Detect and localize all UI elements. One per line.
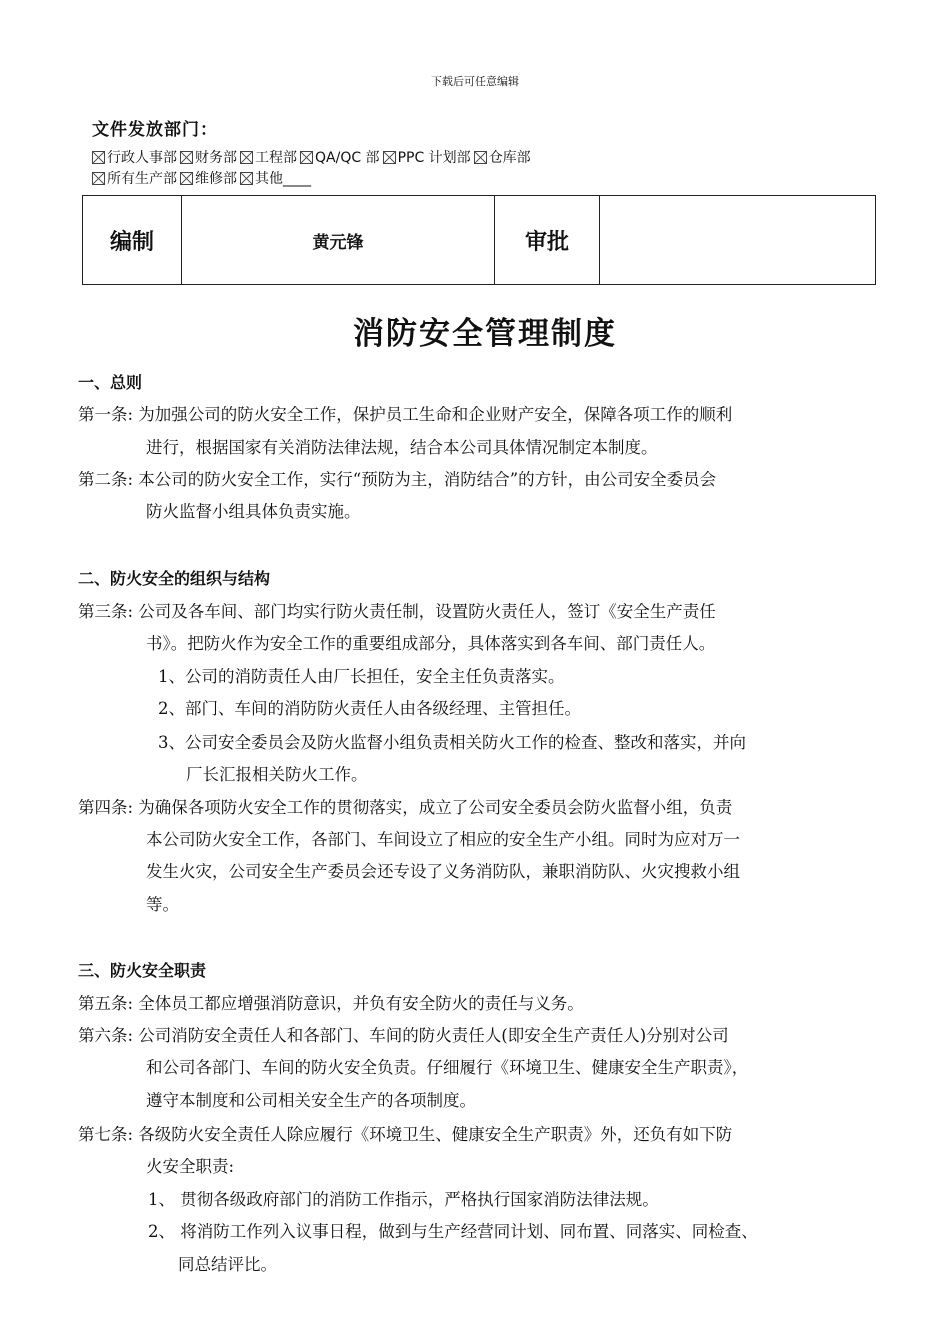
article-line: 防火监督小组具体负责实施。 bbox=[146, 502, 361, 521]
distribution-title: 文件发放部门： bbox=[92, 120, 218, 140]
dept-checkbox-maintenance[interactable]: 维修部 bbox=[180, 168, 237, 188]
article-line: 本公司防火安全工作，各部门、车间设立了相应的安全生产小组。同时为应对万一 bbox=[146, 830, 740, 849]
signoff-table bbox=[82, 195, 876, 285]
article-line: 第二条: 本公司的防火安全工作，实行“预防为主，消防结合”的方针，由公司安全委员会 bbox=[78, 470, 717, 489]
article-line: 第四条: 为确保各项防火安全工作的贯彻落实，成立了公司安全委员会防火监督小组，负责 bbox=[78, 798, 733, 817]
checked-box-icon bbox=[92, 151, 105, 164]
checked-box-icon bbox=[240, 172, 253, 185]
article-line: 进行，根据国家有关消防法律法规，结合本公司具体情况制定本制度。 bbox=[146, 438, 658, 457]
article-line: 2、 将消防工作列入议事日程，做到与生产经营同计划、同布置、同落实、同检查、 bbox=[148, 1222, 758, 1241]
dept-checkbox-warehouse[interactable]: 仓库部 bbox=[474, 147, 531, 167]
article-line: 1、公司的消防责任人由厂长担任，安全主任负责落实。 bbox=[158, 667, 565, 686]
document-title: 消防安全管理制度 bbox=[353, 316, 617, 352]
article-line: 等。 bbox=[146, 895, 179, 914]
dept-checkbox-production[interactable]: 所有生产部 bbox=[92, 168, 177, 188]
prepared-label: 编制 bbox=[83, 196, 182, 285]
checked-box-icon bbox=[383, 151, 396, 164]
article-line: 同总结评比。 bbox=[178, 1255, 277, 1274]
article-line: 遵守本制度和公司相关安全生产的各项制度。 bbox=[146, 1091, 476, 1110]
dept-checkbox-engineering[interactable]: 工程部 bbox=[240, 147, 297, 167]
checked-box-icon bbox=[240, 151, 253, 164]
article-line: 书》。把防火作为安全工作的重要组成部分，具体落实到各车间、部门责任人。 bbox=[146, 634, 716, 653]
article-line: 厂长汇报相关防火工作。 bbox=[186, 765, 368, 784]
article-line: 火安全职责: bbox=[146, 1157, 235, 1176]
section-heading-general: 一、总则 bbox=[78, 373, 143, 392]
article-line: 第五条: 全体员工都应增强消防意识，并负有安全防火的责任与义务。 bbox=[78, 994, 584, 1013]
page-header-note: 下载后可任意编辑 bbox=[431, 75, 519, 88]
checked-box-icon bbox=[180, 172, 193, 185]
article-line: 第七条: 各级防火安全责任人除应履行《环境卫生、健康安全生产职责》外，还负有如下防 bbox=[78, 1125, 733, 1144]
article-line: 1、 贯彻各级政府部门的消防工作指示，严格执行国家消防法律法规。 bbox=[148, 1190, 659, 1209]
section-heading-organization: 二、防火安全的组织与结构 bbox=[78, 569, 271, 588]
article-line: 发生火灾，公司安全生产委员会还专设了义务消防队，兼职消防队、火灾搜救小组 bbox=[146, 862, 740, 881]
approved-by bbox=[600, 196, 876, 285]
article-line: 第三条: 公司及各车间、部门均实行防火责任制，设置防火责任人，签订《安全生产责任 bbox=[78, 602, 716, 621]
approved-label: 审批 bbox=[495, 196, 600, 285]
checked-box-icon bbox=[474, 151, 487, 164]
checked-box-icon bbox=[300, 151, 313, 164]
dept-checkbox-other[interactable]: 其他____ bbox=[240, 168, 311, 188]
article-line: 第一条: 为加强公司的防火安全工作，保护员工生命和企业财产安全，保障各项工作的顺利 bbox=[78, 405, 733, 424]
dept-checkbox-ppc[interactable]: PPC 计划部 bbox=[383, 147, 471, 167]
article-line: 和公司各部门、车间的防火安全负责。仔细履行《环境卫生、健康安全生产职责》， bbox=[146, 1058, 749, 1077]
dept-checkbox-qa-qc[interactable]: QA/QC 部 bbox=[300, 147, 380, 167]
article-line: 3、公司安全委员会及防火监督小组负责相关防火工作的检查、整改和落实，并向 bbox=[158, 733, 746, 752]
dept-checkbox-finance[interactable]: 财务部 bbox=[180, 147, 237, 167]
section-heading-duties: 三、防火安全职责 bbox=[78, 961, 207, 980]
article-line: 2、部门、车间的消防防火责任人由各级经理、主管担任。 bbox=[158, 699, 581, 718]
distribution-row-1 bbox=[92, 147, 534, 167]
prepared-by: 黄元锋 bbox=[182, 196, 495, 285]
dept-checkbox-admin-hr[interactable]: 行政人事部 bbox=[92, 147, 177, 167]
checked-box-icon bbox=[180, 151, 193, 164]
article-line: 第六条: 公司消防安全责任人和各部门、车间的防火责任人(即安全生产责任人)分别对公司 bbox=[78, 1026, 729, 1045]
checked-box-icon bbox=[92, 172, 105, 185]
distribution-row-2 bbox=[92, 168, 314, 188]
